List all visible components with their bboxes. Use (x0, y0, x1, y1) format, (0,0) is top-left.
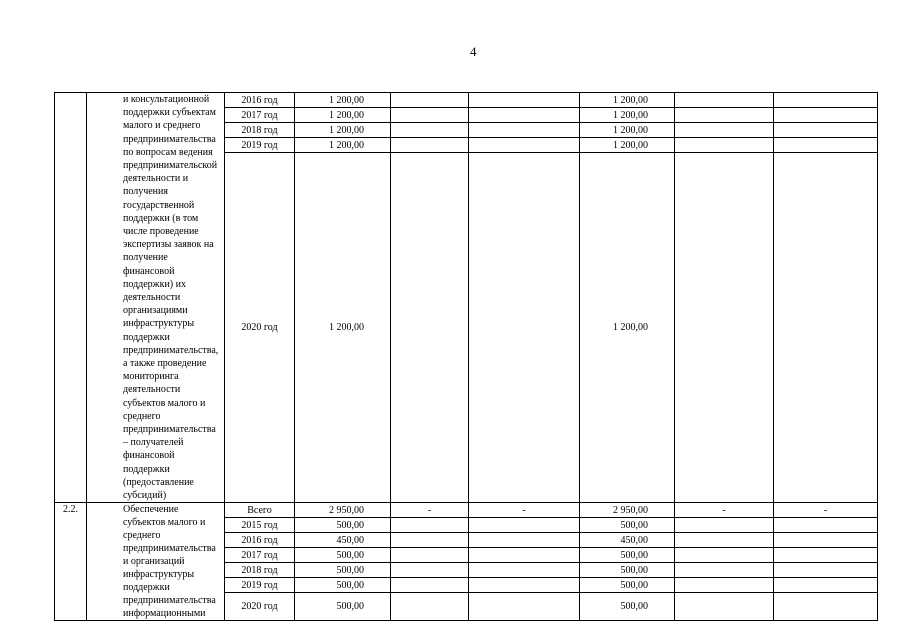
local-budget-cell: 500,00 (580, 578, 675, 593)
value-cell: - (774, 503, 878, 518)
local-budget-cell: 1 200,00 (580, 153, 675, 503)
value-cell (391, 518, 469, 533)
year-cell: 2016 год (225, 93, 295, 108)
value-cell (774, 108, 878, 123)
year-cell: 2020 год (225, 153, 295, 503)
value-cell: - (391, 503, 469, 518)
value-cell (391, 578, 469, 593)
year-cell: 2019 год (225, 138, 295, 153)
value-cell (774, 548, 878, 563)
value-cell (675, 548, 774, 563)
total-cell: 1 200,00 (295, 123, 391, 138)
value-cell (391, 153, 469, 503)
table-row (55, 93, 878, 108)
year-cell: 2017 год (225, 108, 295, 123)
value-cell (469, 593, 580, 621)
value-cell (391, 108, 469, 123)
value-cell (469, 563, 580, 578)
value-cell (469, 153, 580, 503)
value-cell (469, 138, 580, 153)
value-cell (469, 518, 580, 533)
value-cell (675, 578, 774, 593)
value-cell (774, 123, 878, 138)
value-cell (469, 123, 580, 138)
year-cell: 2016 год (225, 533, 295, 548)
year-cell: 2020 год (225, 593, 295, 621)
value-cell (391, 533, 469, 548)
local-budget-cell: 450,00 (580, 533, 675, 548)
value-cell (469, 533, 580, 548)
value-cell (469, 108, 580, 123)
value-cell (469, 578, 580, 593)
value-cell (675, 153, 774, 503)
value-cell (774, 563, 878, 578)
total-cell: 500,00 (295, 578, 391, 593)
item-number-cell (55, 93, 87, 503)
value-cell (675, 533, 774, 548)
value-cell (469, 548, 580, 563)
value-cell (774, 518, 878, 533)
page-number: 4 (470, 44, 477, 59)
value-cell (469, 93, 580, 108)
value-cell: - (675, 503, 774, 518)
value-cell (391, 548, 469, 563)
local-budget-cell: 1 200,00 (580, 93, 675, 108)
total-cell: 500,00 (295, 593, 391, 621)
value-cell (675, 563, 774, 578)
value-cell (774, 533, 878, 548)
total-cell: 500,00 (295, 548, 391, 563)
value-cell (774, 153, 878, 503)
value-cell (774, 578, 878, 593)
year-cell: 2017 год (225, 548, 295, 563)
year-cell: 2015 год (225, 518, 295, 533)
value-cell (391, 138, 469, 153)
local-budget-cell: 500,00 (580, 563, 675, 578)
total-cell: 500,00 (295, 563, 391, 578)
local-budget-cell: 500,00 (580, 548, 675, 563)
value-cell (391, 593, 469, 621)
value-cell: - (469, 503, 580, 518)
value-cell (675, 108, 774, 123)
total-cell: 1 200,00 (295, 138, 391, 153)
program-table (54, 92, 878, 621)
year-cell: Всего (225, 503, 295, 518)
local-budget-cell: 500,00 (580, 593, 675, 621)
item-number: 2.2. (55, 503, 87, 621)
value-cell (774, 93, 878, 108)
total-cell: 450,00 (295, 533, 391, 548)
value-cell (391, 563, 469, 578)
total-cell: 1 200,00 (295, 108, 391, 123)
local-budget-cell: 1 200,00 (580, 108, 675, 123)
local-budget-cell: 2 950,00 (580, 503, 675, 518)
total-cell: 500,00 (295, 518, 391, 533)
local-budget-cell: 1 200,00 (580, 138, 675, 153)
total-cell: 2 950,00 (295, 503, 391, 518)
value-cell (391, 123, 469, 138)
value-cell (675, 93, 774, 108)
value-cell (391, 93, 469, 108)
value-cell (675, 138, 774, 153)
item-description: Обеспечение субъектов малого и среднего предпринимательства и организаций инфраструктуры поддержки предпринимательства информационными (87, 503, 225, 621)
value-cell (774, 593, 878, 621)
total-cell: 1 200,00 (295, 153, 391, 503)
year-cell: 2019 год (225, 578, 295, 593)
local-budget-cell: 500,00 (580, 518, 675, 533)
value-cell (675, 518, 774, 533)
local-budget-cell: 1 200,00 (580, 123, 675, 138)
value-cell (774, 138, 878, 153)
year-cell: 2018 год (225, 563, 295, 578)
value-cell (675, 123, 774, 138)
year-cell: 2018 год (225, 123, 295, 138)
item-description: и консультационной поддержки субъектам малого и среднего предпринимательства по вопросам ведения предпринимательской деятельности и получения государственной поддержки (в том числе проведение экспертизы заявок на получение финансовой поддержки) их деятельности организациями инфраструктуры поддержки предпринимательства, а также проведение мониторинга деятельности субъектов малого и среднего предпринимательства – получателей финансовой поддержки (предоставление субсидий) (87, 93, 225, 503)
table-row (55, 503, 878, 518)
value-cell (675, 593, 774, 621)
total-cell: 1 200,00 (295, 93, 391, 108)
